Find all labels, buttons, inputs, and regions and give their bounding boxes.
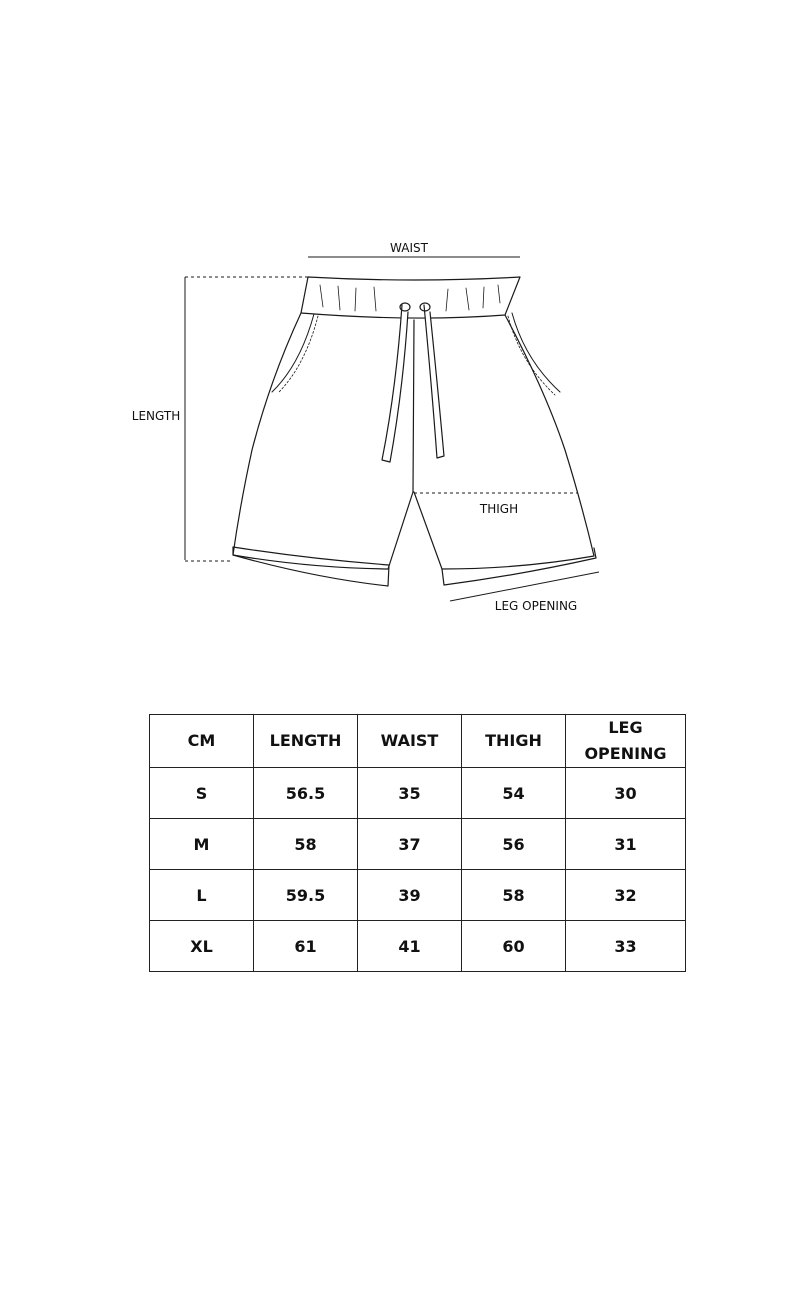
header-thigh: THIGH — [462, 715, 566, 768]
size-cell: L — [150, 870, 254, 921]
table-header-row — [150, 715, 686, 768]
leg-opening-label: LEG OPENING — [494, 599, 578, 613]
header-waist: WAIST — [358, 715, 462, 768]
thigh-label: THIGH — [479, 502, 519, 516]
waistband — [301, 277, 520, 318]
leg-opening-measure-line — [450, 572, 599, 601]
size-cell: S — [150, 768, 254, 819]
table-row — [150, 819, 686, 870]
length-cell: 59.5 — [254, 870, 358, 921]
header-leg-opening: LEG OPENING — [566, 715, 686, 768]
right-pocket — [512, 313, 560, 392]
length-cell: 56.5 — [254, 768, 358, 819]
shorts-measurement-diagram — [0, 0, 800, 640]
leg-opening-cell: 33 — [566, 921, 686, 972]
length-cell: 61 — [254, 921, 358, 972]
waist-cell: 37 — [358, 819, 462, 870]
header-cm: CM — [150, 715, 254, 768]
leg-opening-cell: 30 — [566, 768, 686, 819]
table-row — [150, 870, 686, 921]
size-table — [149, 714, 686, 972]
waist-cell: 41 — [358, 921, 462, 972]
length-cell: 58 — [254, 819, 358, 870]
waist-label: WAIST — [390, 241, 428, 255]
thigh-cell: 60 — [462, 921, 566, 972]
left-pocket — [272, 314, 314, 392]
table-row — [150, 921, 686, 972]
length-label: LENGTH — [131, 409, 181, 423]
header-length: LENGTH — [254, 715, 358, 768]
waist-cell: 39 — [358, 870, 462, 921]
waist-cell: 35 — [358, 768, 462, 819]
size-cell: XL — [150, 921, 254, 972]
table-row — [150, 768, 686, 819]
thigh-cell: 56 — [462, 819, 566, 870]
thigh-cell: 54 — [462, 768, 566, 819]
leg-opening-cell: 31 — [566, 819, 686, 870]
size-cell: M — [150, 819, 254, 870]
left-hem — [233, 547, 389, 586]
thigh-cell: 58 — [462, 870, 566, 921]
drawstring — [382, 305, 408, 462]
right-hem — [442, 548, 596, 585]
leg-opening-cell: 32 — [566, 870, 686, 921]
